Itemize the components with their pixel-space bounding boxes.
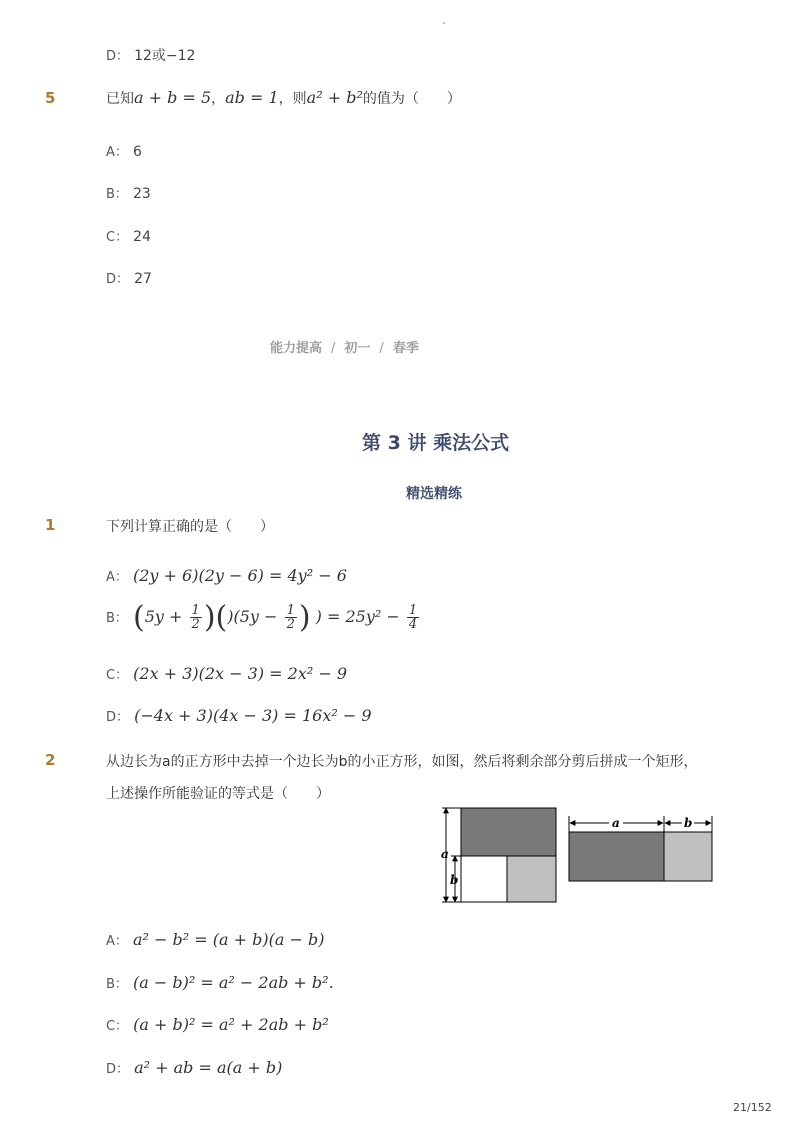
- option-math: (−4x + 3)(4x − 3) = 16x² − 9: [134, 706, 372, 725]
- stem-text: 已知: [106, 91, 134, 107]
- paren: (: [133, 600, 145, 635]
- option-label: A：: [106, 145, 128, 160]
- option-label: D：: [106, 272, 130, 287]
- option-math: (2y + 6)(2y − 6) = 4y² − 6: [133, 566, 347, 585]
- square-top-region: [461, 808, 556, 856]
- question-number-2: 2: [45, 751, 56, 769]
- option-label: D：: [106, 49, 130, 64]
- label-a: a: [441, 847, 449, 861]
- question-1-stem: 下列计算正确的是（ ）: [106, 519, 274, 535]
- q5-option-b[interactable]: [106, 183, 151, 202]
- option-math: )(5y −: [227, 607, 278, 626]
- label-b: b: [450, 873, 459, 887]
- square-bottom-right-region: [507, 856, 556, 902]
- top-mark: -: [442, 18, 446, 29]
- label-b-right: b: [684, 816, 693, 830]
- stem-text: ，: [211, 91, 226, 107]
- option-label: A：: [106, 570, 128, 585]
- paren: ): [203, 600, 216, 635]
- question-number-1: 1: [45, 516, 56, 534]
- breadcrumb-item: 春季: [392, 341, 419, 356]
- q5-option-d[interactable]: [106, 268, 152, 287]
- option-math: (2x + 3)(2x − 3) = 2x² − 9: [133, 664, 348, 683]
- stem-text: ，则: [278, 91, 307, 107]
- rectangle-dark-part: [569, 832, 664, 881]
- fraction: $\frac{1}{4}$: [408, 603, 418, 632]
- stem-math: a² + b²: [306, 88, 363, 107]
- rectangle-light-part: [664, 832, 712, 881]
- option-label: D：: [106, 1062, 130, 1077]
- q5-option-a[interactable]: [106, 141, 142, 160]
- option-math: 5y +: [144, 607, 183, 626]
- stem-math: ab = 1: [225, 88, 279, 107]
- paren: ): [298, 600, 311, 635]
- question-5-stem: [106, 88, 461, 108]
- option-math: a² − b² = (a + b)(a − b): [133, 930, 325, 949]
- prev-option-d[interactable]: [106, 45, 195, 65]
- q2-option-d[interactable]: [106, 1058, 282, 1077]
- option-label: B：: [106, 187, 128, 202]
- option-label: B：: [106, 611, 128, 626]
- q2-option-b[interactable]: [106, 973, 334, 992]
- option-label: C：: [106, 1019, 129, 1034]
- stem-text: 的值为（ ）: [362, 91, 461, 107]
- section-title: 精选精练: [406, 486, 462, 502]
- stem-math: a + b = 5: [134, 88, 212, 107]
- q1-option-d[interactable]: [106, 706, 372, 725]
- option-label: C：: [106, 230, 129, 245]
- option-value: 23: [133, 186, 151, 202]
- paren: (: [215, 600, 228, 635]
- breadcrumb-separator: /: [331, 341, 336, 356]
- square-rectangle-figure: [434, 802, 724, 908]
- q5-option-c[interactable]: [106, 226, 151, 245]
- page-number: 21/152: [733, 1101, 772, 1114]
- breadcrumb-separator: /: [379, 341, 384, 356]
- question-2-stem-line1: 从边长为a的正方形中去掉一个边长为b的小正方形，如图，然后将剩余部分剪后拼成一个矩形，: [106, 754, 698, 770]
- fraction: $\frac{1}{2}$: [286, 603, 295, 632]
- option-value: 6: [133, 144, 142, 160]
- option-math: ) = 25y² −: [315, 607, 400, 626]
- question-number-5: 5: [45, 89, 56, 107]
- option-value: 12或−12: [134, 48, 196, 64]
- option-label: D：: [106, 710, 130, 725]
- q1-option-c[interactable]: [106, 664, 347, 683]
- lecture-title: 第 3 讲 乘法公式: [362, 432, 510, 454]
- label-a-right: a: [612, 816, 620, 830]
- question-2-stem-line2: 上述操作所能验证的等式是（ ）: [106, 786, 330, 802]
- option-value: 27: [134, 271, 152, 287]
- q1-option-b[interactable]: [106, 600, 421, 635]
- option-label: A：: [106, 934, 128, 949]
- option-math: a² + ab = a(a + b): [134, 1058, 283, 1077]
- q1-option-a[interactable]: [106, 566, 347, 585]
- fraction: $\frac{1}{2}$: [191, 603, 200, 632]
- option-math: (a − b)² = a² − 2ab + b².: [133, 973, 334, 992]
- q2-option-a[interactable]: [106, 930, 324, 949]
- breadcrumb-item: 能力提高: [270, 341, 323, 356]
- option-math: (a + b)² = a² + 2ab + b²: [133, 1015, 329, 1034]
- option-label: B：: [106, 977, 128, 992]
- option-label: C：: [106, 668, 129, 683]
- breadcrumb: [270, 337, 419, 356]
- breadcrumb-item: 初一: [344, 341, 371, 356]
- option-value: 24: [133, 229, 151, 245]
- removed-square: [461, 856, 507, 902]
- q2-option-c[interactable]: [106, 1015, 329, 1034]
